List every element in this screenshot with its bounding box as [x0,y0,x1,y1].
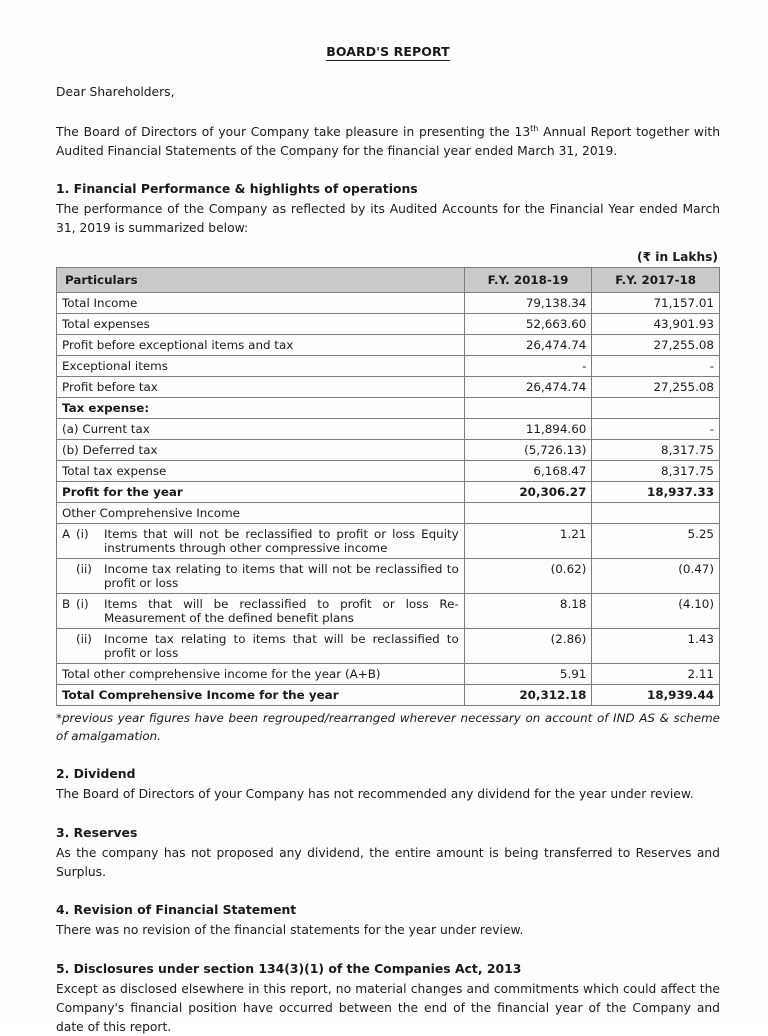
row-value-current: 1.21 [464,523,592,558]
table-row-oci [57,558,720,593]
row-value-current [464,397,592,418]
row-value-previous: 43,901.93 [592,313,720,334]
salutation: Dear Shareholders, [56,85,175,99]
oci-text: Income tax relating to items that will be reclassified to profit or loss [104,631,459,660]
oci-text: Items that will not be reclassified to profit or loss Equity instruments through other compressive income [104,526,459,555]
table-header-row [57,267,720,292]
row-value-current: 26,474.74 [464,334,592,355]
row-label [57,558,465,593]
section-reserves [56,824,720,881]
table-row [57,397,720,418]
row-value-current: - [464,355,592,376]
row-label: Total other comprehensive income for the year (A+B) [57,663,465,684]
section-dividend [56,765,720,804]
row-label: Total tax expense [57,460,465,481]
row-value-previous: 5.25 [592,523,720,558]
oci-roman: (ii) [76,561,92,576]
table-row [57,439,720,460]
oci-group: A [62,526,71,541]
ordinal-superscript: th [530,123,539,133]
row-value-previous: (4.10) [592,593,720,628]
section-3-heading: 3. Reserves [56,825,138,841]
table-header [57,267,720,292]
table-row-oci [57,523,720,558]
row-value-current: 52,663.60 [464,313,592,334]
oci-text: Income tax relating to items that will not be reclassified to profit or loss [104,561,459,590]
row-value-previous: 8,317.75 [592,439,720,460]
row-value-previous [592,397,720,418]
row-value-previous: 71,157.01 [592,292,720,313]
row-value-current: (2.86) [464,628,592,663]
row-value-previous: 27,255.08 [592,376,720,397]
row-label: Tax expense: [57,397,465,418]
table-body [57,292,720,705]
row-label [57,628,465,663]
row-value-previous [592,502,720,523]
row-label: Total Comprehensive Income for the year [57,684,465,705]
intro-text-before: The Board of Directors of your Company take pleasure in presenting the 13 [56,125,531,139]
row-label: Total Income [57,292,465,313]
row-label [57,593,465,628]
row-label: Profit before tax [57,376,465,397]
section-4-body: There was no revision of the financial statements for the year under review. [56,923,524,938]
table-footnote: *previous year figures have been regrouped/rearranged wherever necessary on account of IND AS & scheme of amalgamation. [56,710,720,743]
table-row [57,355,720,376]
section-3-body: As the company has not proposed any dividend, the entire amount is being transferred to Reserves and Surplus. [56,846,720,879]
row-value-current: 20,306.27 [464,481,592,502]
table-row [57,663,720,684]
section-disclosures [56,960,720,1036]
oci-roman: (ii) [76,631,92,646]
section-5-body: Except as disclosed elsewhere in this report, no material changes and commitments which could affect the Company's financial position have occurred between the end of the financial year of the Company and date of this report. [56,982,720,1034]
intro-paragraph [56,123,720,160]
row-value-previous: 18,937.33 [592,481,720,502]
section-financial-performance [56,180,720,237]
row-value-previous: 18,939.44 [592,684,720,705]
section-5-heading: 5. Disclosures under section 134(3)(1) of the Companies Act, 2013 [56,961,522,977]
row-label: (b) Deferred tax [57,439,465,460]
table-units-label: (₹ in Lakhs) [637,249,718,264]
column-header-particulars: Particulars [57,267,465,292]
row-label: Profit before exceptional items and tax [57,334,465,355]
table-row [57,313,720,334]
oci-text: Items that will be reclassified to profit or loss Re-Measurement of the defined benefit plans [104,596,459,625]
oci-roman: (i) [76,526,89,541]
row-label: Profit for the year [57,481,465,502]
row-label: Total expenses [57,313,465,334]
column-header-fy-current: F.Y. 2018-19 [464,267,592,292]
intro-text-after: Annual Report together with Audited Financial Statements of the Company for the financial year ended March 31, 2019. [56,125,720,158]
section-1-heading: 1. Financial Performance & highlights of operations [56,181,418,197]
row-value-current: 6,168.47 [464,460,592,481]
oci-group: B [62,596,71,611]
table-row [57,460,720,481]
row-label: Other Comprehensive Income [57,502,465,523]
table-row [57,376,720,397]
row-value-previous: - [592,355,720,376]
column-header-fy-previous: F.Y. 2017-18 [592,267,720,292]
financial-performance-table [56,267,720,706]
row-value-previous: - [592,418,720,439]
row-value-previous: (0.47) [592,558,720,593]
section-2-body: The Board of Directors of your Company has not recommended any dividend for the year under review. [56,787,694,802]
table-row [57,418,720,439]
row-value-previous: 1.43 [592,628,720,663]
row-value-current: (5,726.13) [464,439,592,460]
oci-roman: (i) [76,596,89,611]
row-value-current: 5.91 [464,663,592,684]
row-label: (a) Current tax [57,418,465,439]
section-revision-financial-statement [56,901,720,940]
section-4-heading: 4. Revision of Financial Statement [56,902,297,918]
row-value-current [464,502,592,523]
row-value-previous: 2.11 [592,663,720,684]
section-1-body: The performance of the Company as reflected by its Audited Accounts for the Financial Year ended March 31, 2019 is summarized below: [56,202,720,236]
row-value-current: 8.18 [464,593,592,628]
table-row-total [57,684,720,705]
page-title [56,44,720,59]
row-value-current: (0.62) [464,558,592,593]
row-value-current: 20,312.18 [464,684,592,705]
table-row [57,334,720,355]
row-value-current: 26,474.74 [464,376,592,397]
page-title-text: BOARD'S REPORT [326,44,450,59]
row-label [57,523,465,558]
row-value-previous: 8,317.75 [592,460,720,481]
table-row [57,292,720,313]
row-value-previous: 27,255.08 [592,334,720,355]
section-2-heading: 2. Dividend [56,766,136,782]
row-label: Exceptional items [57,355,465,376]
table-row-oci [57,628,720,663]
table-row [57,502,720,523]
table-row [57,481,720,502]
row-value-current: 11,894.60 [464,418,592,439]
row-value-current: 79,138.34 [464,292,592,313]
table-row-oci [57,593,720,628]
